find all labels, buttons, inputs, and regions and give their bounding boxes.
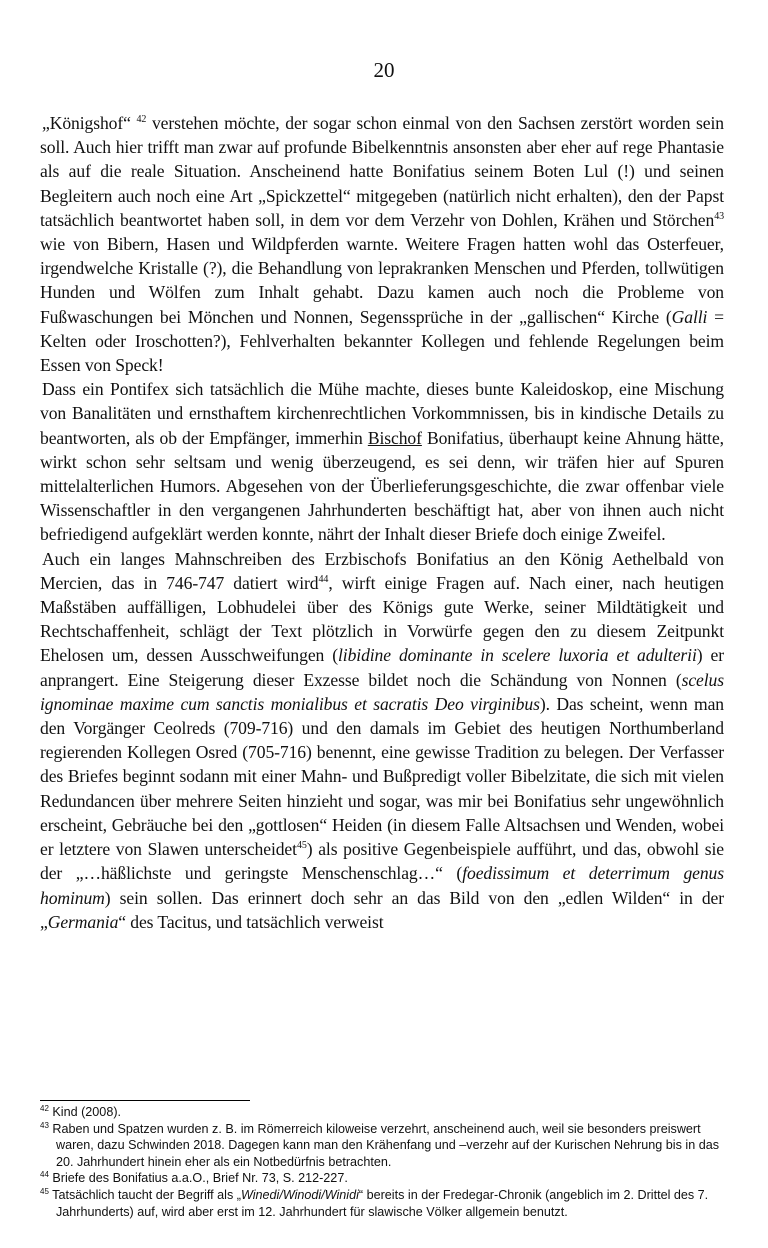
italic-text: Winedi/Winodi/Winidi bbox=[240, 1187, 359, 1202]
text-run: ) er anprangert. Eine Steigerung dieser Exzesse bildet noch die Schändung von Nonnen ( bbox=[40, 645, 724, 690]
text-run: verstehen möchte, der sogar schon einmal von den Sachsen zerstört worden sein soll. Auch hier trifft man zwar auf profunde Bibelkenntnis ansonsten aber eher auf rege Phantasie als auf die reale Situation. Anscheinend hatte Bonifatius seinem Boten Lul (!) und seinen Begleitern auch noch eine Art „Spickzettel“ mitgegeben (natürlich nicht erhalten), den der Papst tatsächlich beantwortet haben soll, in dem vor dem Verzehr von Dohlen, Krähen und Störchen bbox=[40, 113, 724, 230]
footnotes bbox=[40, 1104, 730, 1220]
text-run: Bonifatius, überhaupt keine Ahnung hätte, wirkt schon sehr seltsam und wenig überzeugend, es sei denn, wir träfen hier auf Spuren mittelalterlichen Humors. Abgesehen von der Überlieferungsgeschichte, die zwar offenbar viele Wissenschaftler in den vergangenen Jahrhunderten beschäftigt hat, aber von ihnen auch nicht befriedigend aufgeklärt werden konnte, nährt der Inhalt dieser Briefe doch einige Zweifel. bbox=[40, 427, 724, 545]
text-run: Briefe des Bonifatius a.a.O., Brief Nr. 73, S. 212-227. bbox=[48, 1171, 348, 1186]
text-run: ). Das scheint, wenn man den Vorgänger Ceolreds (709-716) und den damals im Gebiet des heutigen Northumberland regierenden Kollegen Osred (705-716) benennt, eine gewisse Tradition zu belegen. Der Verfasser des Briefes beginnt sodann mit einer Mahn- und Bußpredigt voller Bibelzitate, die sich mit vielen Redundancen über mehrere Seiten hinzieht und sogar, was mir bei Bonifatius sehr ungewöhnlich erscheint, Gebräuche bei den „gottlosen“ Heiden (in diesem Falle Altsachsen und Wenden, wobei er letztere von Slawen unterscheidet bbox=[40, 693, 724, 860]
footnote-43 bbox=[40, 1121, 730, 1171]
italic-text: foedissimum et deterrimum genus hominum bbox=[40, 863, 725, 908]
paragraph-1 bbox=[40, 111, 724, 377]
italic-text: Germania bbox=[47, 911, 119, 932]
text-run: “ bereits in der Fredegar-Chronik (angeblich im 2. Drittel des 7. Jahrhunderts) auf, wird aber erst im 12. Jahrhundert für slawische Völker allgemein benutzt. bbox=[56, 1187, 709, 1219]
text-run: „Königshof“ bbox=[42, 113, 137, 133]
paragraph-2 bbox=[40, 377, 724, 546]
page-number: 20 bbox=[373, 58, 395, 82]
text-run: Auch ein langes Mahnschreiben des Erzbischofs Bonifatius an den König Aethelbald von Mercien, das in 746-747 datiert wird bbox=[40, 548, 724, 593]
italic-text: scelus ignominae maxime cum sanctis monialibus et sacratis Deo virginibus bbox=[40, 669, 724, 714]
footnote-separator bbox=[40, 1100, 250, 1101]
footnote-42 bbox=[40, 1104, 730, 1121]
footnote-reference: 45 bbox=[296, 840, 307, 852]
footnote-number: 45 bbox=[40, 1186, 49, 1196]
text-run: ) als positive Gegenbeispiele aufführt, und das, obwohl sie der „…häßlichste und geringste Menschenschlag…“ ( bbox=[40, 839, 724, 884]
paragraph-3 bbox=[40, 547, 724, 934]
text-run: = Kelten oder Iroschotten?), Fehlverhalten bekannter Kollegen und fehlende Regelungen beim Essen von Speck! bbox=[40, 306, 724, 376]
text-run: Dass ein Pontifex sich tatsächlich die Mühe machte, dieses bunte Kaleidoskop, eine Mischung von Banalitäten und ernsthaftem kirchenrechtlichen Vorkommnissen, bis in kindische Details zu beantworten, als ob der Empfänger, immerhin bbox=[40, 379, 724, 448]
text-run: ) sein sollen. Das erinnert doch sehr an das Bild von den „edlen Wilden“ in der „ bbox=[40, 887, 724, 932]
footnote-number: 42 bbox=[40, 1103, 49, 1113]
underlined-text: Bischof bbox=[367, 427, 422, 448]
text-run: Tatsächlich taucht der Begriff als „ bbox=[48, 1187, 241, 1202]
text-run: wie von Bibern, Hasen und Wildpferden warnte. Weitere Fragen hatten wohl das Osterfeuer, irgendwelche Kristalle (?), die Behandlung von leprakranken Menschen und Pferden, tollwütigen Hunden und Wölfen zum Inhalt gehabt. Dazu kamen auch noch die Probleme von Fußwaschungen bei Mönchen und Nonnen, Segenssprüche in der „gallischen“ Kirche ( bbox=[40, 234, 724, 327]
text-run: “ des Tacitus, und tatsächlich verweist bbox=[118, 911, 384, 932]
main-text bbox=[40, 111, 724, 934]
italic-text: Galli bbox=[671, 306, 708, 327]
footnote-reference: 44 bbox=[318, 574, 329, 585]
footnote-reference: 42 bbox=[136, 114, 147, 126]
text-run: , wirft einige Fragen auf. Nach einer, nach heutigen Maßstäben auffälligen, Lobhudelei über des Königs gute Werke, seiner Mildtätigkeit und Rechtschaffenheit, schlägt der Text plötzlich in Vorwürfe gegen den zu diesem Zeitpunkt Ehelosen um, dessen Ausschweifungen ( bbox=[40, 572, 725, 666]
footnote-reference: 43 bbox=[714, 210, 724, 222]
footnote-44 bbox=[40, 1170, 730, 1187]
text-run: Raben und Spatzen wurden z. B. im Römerreich kiloweise verzehrt, anscheinend auch, weil sie besonders preiswert waren, dazu Schwinden 2018. Dagegen kann man den Krähenfang und –verzehr auf der Kurischen Nehrung bis in das 20. Jahrhundert hinein eher als ein Notbedürfnis betrachten. bbox=[48, 1121, 720, 1169]
italic-text: libidine dominante in scelere luxoria et adulterii bbox=[338, 645, 697, 666]
footnote-number: 44 bbox=[40, 1170, 49, 1180]
footnote-number: 43 bbox=[40, 1120, 49, 1130]
text-run: Kind (2008). bbox=[48, 1105, 122, 1119]
footnote-45 bbox=[40, 1187, 730, 1220]
